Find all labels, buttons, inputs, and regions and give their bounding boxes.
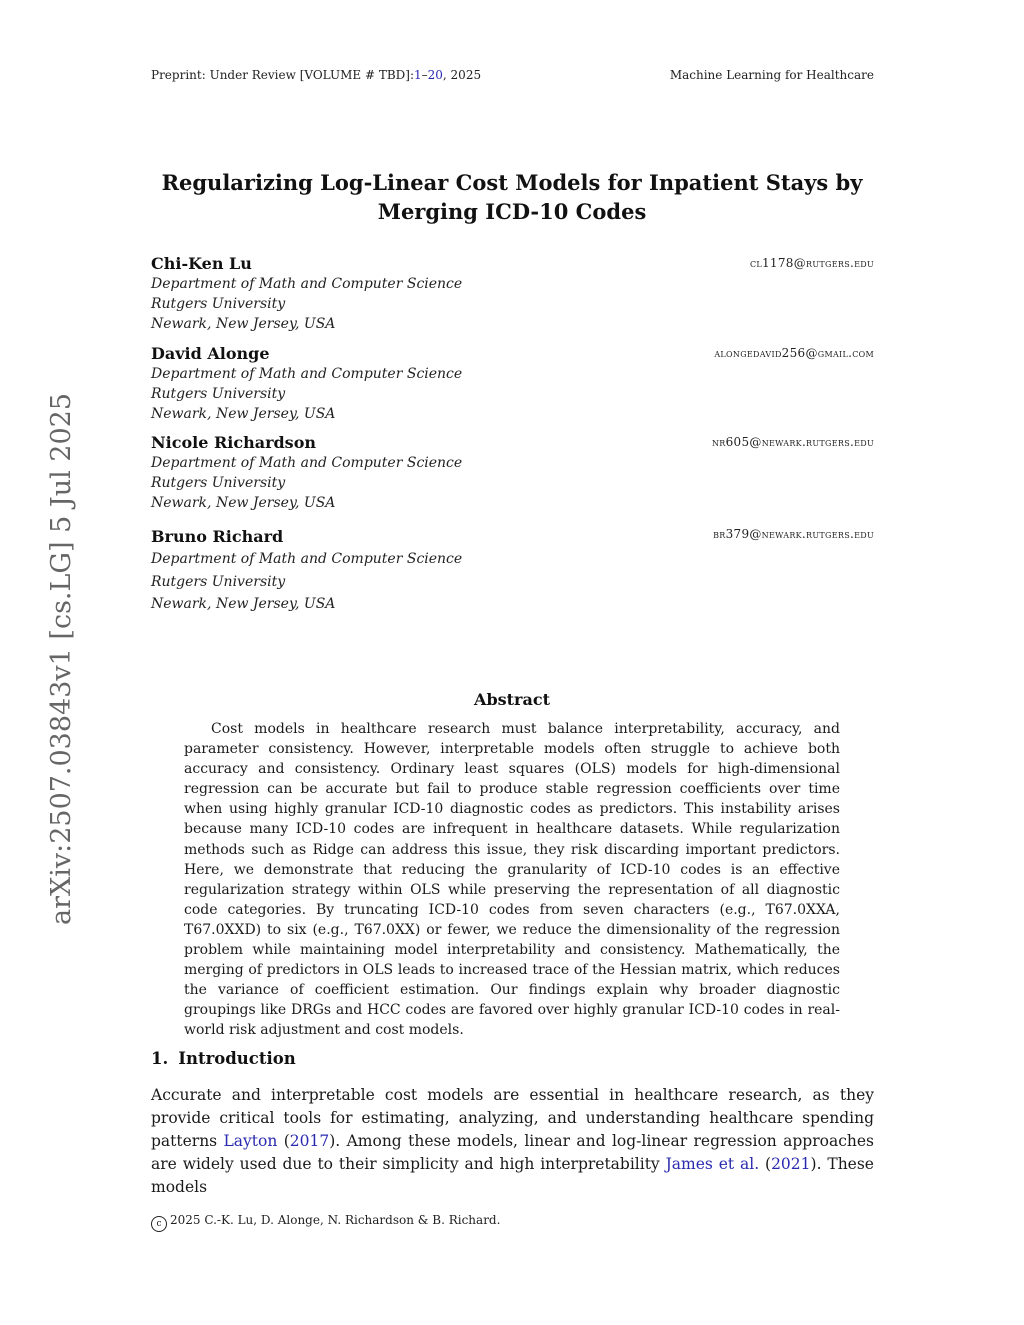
author-location: Newark, New Jersey, USA — [151, 316, 336, 332]
author-department: Department of Math and Computer Science — [151, 276, 463, 292]
author-block-4 — [151, 525, 874, 616]
author-department: Department of Math and Computer Science — [151, 366, 463, 382]
author-university: Rutgers University — [151, 475, 286, 491]
author-name: Nicole Richardson — [151, 433, 316, 452]
author-location: Newark, New Jersey, USA — [151, 495, 336, 511]
author-email[interactable]: alongedavid256@gmail.com — [714, 346, 874, 360]
author-name: Bruno Richard — [151, 527, 284, 546]
citation-paren: ( — [277, 1132, 290, 1150]
running-header-left — [151, 68, 481, 82]
author-email[interactable]: nr605@newark.rutgers.edu — [711, 435, 874, 449]
author-email[interactable]: cl1178@rutgers.edu — [749, 256, 874, 270]
author-block-3 — [151, 433, 874, 513]
author-location: Newark, New Jersey, USA — [151, 406, 336, 422]
abstract-heading: Abstract — [474, 690, 550, 709]
copyright-icon: c — [151, 1216, 167, 1232]
paper-title: Regularizing Log-Linear Cost Models for Inpatient Stays by Merging ICD-10 Codes — [161, 170, 863, 224]
author-university: Rutgers University — [151, 573, 286, 590]
author-department: Department of Math and Computer Science — [151, 455, 463, 471]
citation-james[interactable]: James et al. — [665, 1155, 760, 1173]
page-dash: – — [421, 68, 428, 82]
author-name: David Alonge — [151, 344, 270, 363]
author-university: Rutgers University — [151, 296, 286, 312]
header-year: , 2025 — [442, 68, 482, 82]
intro-text-2: ). Among these models, linear and log-linear regression approaches are widely used due to their simplicity and high interpretability — [151, 1132, 874, 1173]
running-header-venue: Machine Learning for Healthcare — [669, 68, 874, 82]
author-block-1 — [151, 254, 874, 334]
citation-paren: ( — [759, 1155, 772, 1173]
intro-text-3: ). These models — [151, 1155, 874, 1196]
section-heading-introduction — [151, 1049, 296, 1068]
arxiv-stamp[interactable]: arXiv:2507.03843v1 [cs.LG] 5 Jul 2025 — [46, 392, 77, 925]
citation-layton[interactable]: Layton — [223, 1132, 278, 1150]
section-title: Introduction — [178, 1049, 296, 1068]
preprint-label: Preprint: Under Review [VOLUME # TBD]: — [151, 68, 414, 82]
citation-layton-year[interactable]: 2017 — [289, 1132, 330, 1150]
page-end-link[interactable]: 20 — [427, 68, 443, 82]
author-email[interactable]: br379@newark.rutgers.edu — [713, 527, 874, 541]
intro-text-1: Accurate and interpretable cost models are essential in healthcare research, as they provide critical tools for estimating, analyzing, and understanding healthcare spending patterns — [151, 1086, 874, 1150]
page-start-link[interactable]: 1 — [414, 68, 422, 82]
copyright-notice — [151, 1213, 500, 1232]
author-university: Rutgers University — [151, 386, 286, 402]
citation-james-year[interactable]: 2021 — [771, 1155, 811, 1173]
author-block-2 — [151, 344, 874, 424]
abstract-text: Cost models in healthcare research must balance interpretability, accuracy, and parameter consistency. However, interpretable models often struggle to achieve both accuracy and consistency. Ordinary least squares (OLS) models for high-dimensional regression can be accurate but fail to produce stable regression coefficients over time when using highly granular ICD-10 diagnostic codes as predictors. This instability arises because many ICD-10 codes are infrequent in healthcare datasets. While regularization methods such as Ridge can address this issue, they risk discarding important predictors. Here, we demonstrate that reducing the granularity of ICD-10 codes is an effective regularization strategy within OLS while preserving the representation of all diagnostic code categories. By truncating ICD-10 codes from seven characters (e.g., T67.0XXA, T67.0XXD) to six (e.g., T67.0XX) or fewer, we reduce the dimensionality of the regression problem while maintaining model interpretability and consistency. Mathematically, the merging of predictors in OLS leads to increased trace of the Hessian matrix, which reduces the variance of coefficient estimation. Our findings explain why broader diagnostic groupings like DRGs and HCC codes are favored over highly granular ICD-10 codes in real-world risk adjustment and cost models. — [184, 721, 840, 1039]
author-name: Chi-Ken Lu — [151, 254, 252, 273]
section-number: 1. — [151, 1049, 169, 1068]
introduction-paragraph — [151, 1084, 874, 1199]
copyright-text: 2025 C.-K. Lu, D. Alonge, N. Richardson & B. Richard. — [170, 1213, 501, 1227]
author-location: Newark, New Jersey, USA — [151, 596, 336, 612]
author-department: Department of Math and Computer Science — [151, 551, 463, 567]
